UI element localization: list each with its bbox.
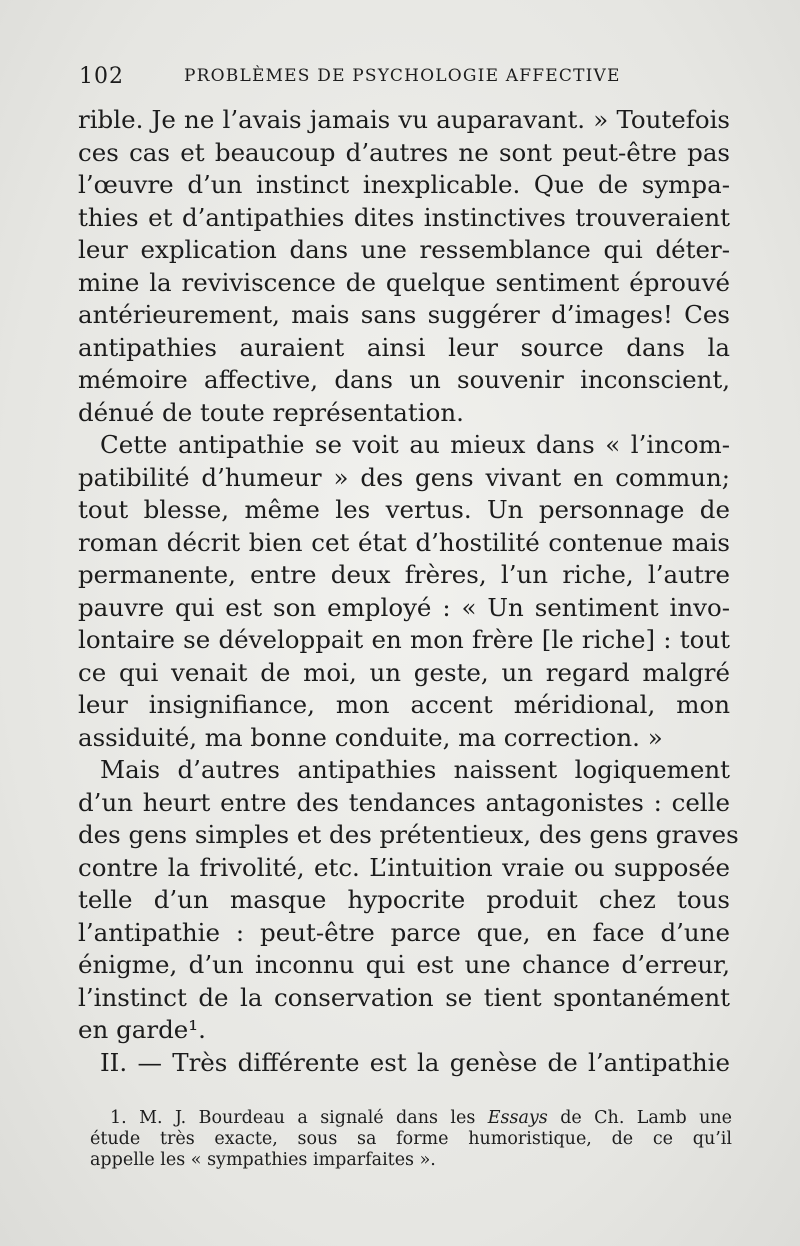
text-line-paragraph-end: en garde¹. bbox=[78, 1015, 206, 1044]
text-line: mine la reviviscence de quelque sentiment éprouvé bbox=[78, 267, 730, 297]
text-line: ce qui venait de moi, un geste, un regard malgré bbox=[78, 657, 730, 687]
text-line: leur explication dans une ressemblance qui déter- bbox=[78, 235, 730, 264]
text-line: énigme, d’un inconnu qui est une chance d’erreur, bbox=[78, 950, 730, 979]
footnote-line bbox=[90, 1108, 732, 1129]
text-line: roman décrit bien cet état d’hostilité contenue mais bbox=[78, 527, 730, 557]
running-title: PROBLÈMES DE PSYCHOLOGIE AFFECTIVE bbox=[184, 66, 621, 86]
text-line: telle d’un masque hypocrite produit chez tous bbox=[78, 885, 730, 914]
text-line-paragraph-start: II. — Très différente est la genèse de l’antipathie bbox=[100, 1047, 730, 1077]
footnote-book-title: Essays bbox=[487, 1108, 548, 1128]
text-line: des gens simples et des prétentieux, des gens graves bbox=[78, 820, 739, 849]
text-line-paragraph-end: dénué de toute représentation. bbox=[78, 397, 464, 427]
text-line: contre la frivolité, etc. L’intuition vraie ou supposée bbox=[78, 852, 730, 882]
footnote bbox=[90, 1108, 732, 1171]
text-line: lontaire se développait en mon frère [le riche] : tout bbox=[78, 625, 730, 654]
text-line-paragraph-end: assiduité, ma bonne conduite, ma correction. » bbox=[78, 722, 663, 752]
page-header bbox=[79, 64, 729, 94]
text-line: d’un heurt entre des tendances antagonistes : celle bbox=[78, 787, 730, 817]
footnote-line: étude très exacte, sous sa forme humoristique, de ce qu’il bbox=[90, 1129, 732, 1149]
text-line: antipathies auraient ainsi leur source dans la bbox=[78, 332, 730, 362]
text-line: permanente, entre deux frères, l’un riche, l’autre bbox=[78, 560, 730, 589]
text-line: l’antipathie : peut-être parce que, en face d’une bbox=[78, 917, 730, 947]
text-line: patibilité d’humeur » des gens vivant en commun; bbox=[78, 462, 730, 492]
text-line: l’instinct de la conservation se tient spontanément bbox=[78, 982, 730, 1012]
footnote-line: appelle les « sympathies imparfaites ». bbox=[90, 1150, 436, 1170]
text-line-paragraph-start: Mais d’autres antipathies naissent logiquement bbox=[100, 755, 730, 784]
text-line: tout blesse, même les vertus. Un personnage de bbox=[78, 495, 730, 524]
text-line: ces cas et beaucoup d’autres ne sont peut-être pas bbox=[78, 137, 730, 167]
body-text bbox=[78, 104, 739, 1079]
text-line: pauvre qui est son employé : « Un sentiment invo- bbox=[78, 592, 730, 622]
page-number: 102 bbox=[79, 64, 124, 89]
footnote-suffix: de Ch. Lamb une bbox=[560, 1108, 732, 1128]
text-line: leur insignifiance, mon accent méridional, mon bbox=[78, 690, 730, 719]
text-line-paragraph-start: Cette antipathie se voit au mieux dans « l’incom- bbox=[100, 430, 730, 459]
text-line: l’œuvre d’un instinct inexplicable. Que de sympa- bbox=[78, 170, 730, 199]
text-line: thies et d’antipathies dites instinctives trouveraient bbox=[78, 202, 730, 232]
text-line: mémoire affective, dans un souvenir inconscient, bbox=[78, 365, 730, 394]
footnote-prefix: 1. M. J. Bourdeau a signalé dans les bbox=[110, 1108, 476, 1128]
text-line: antérieurement, mais sans suggérer d’images! Ces bbox=[78, 300, 730, 329]
text-line: rible. Je ne l’avais jamais vu auparavant. » Toutefois bbox=[78, 105, 730, 134]
